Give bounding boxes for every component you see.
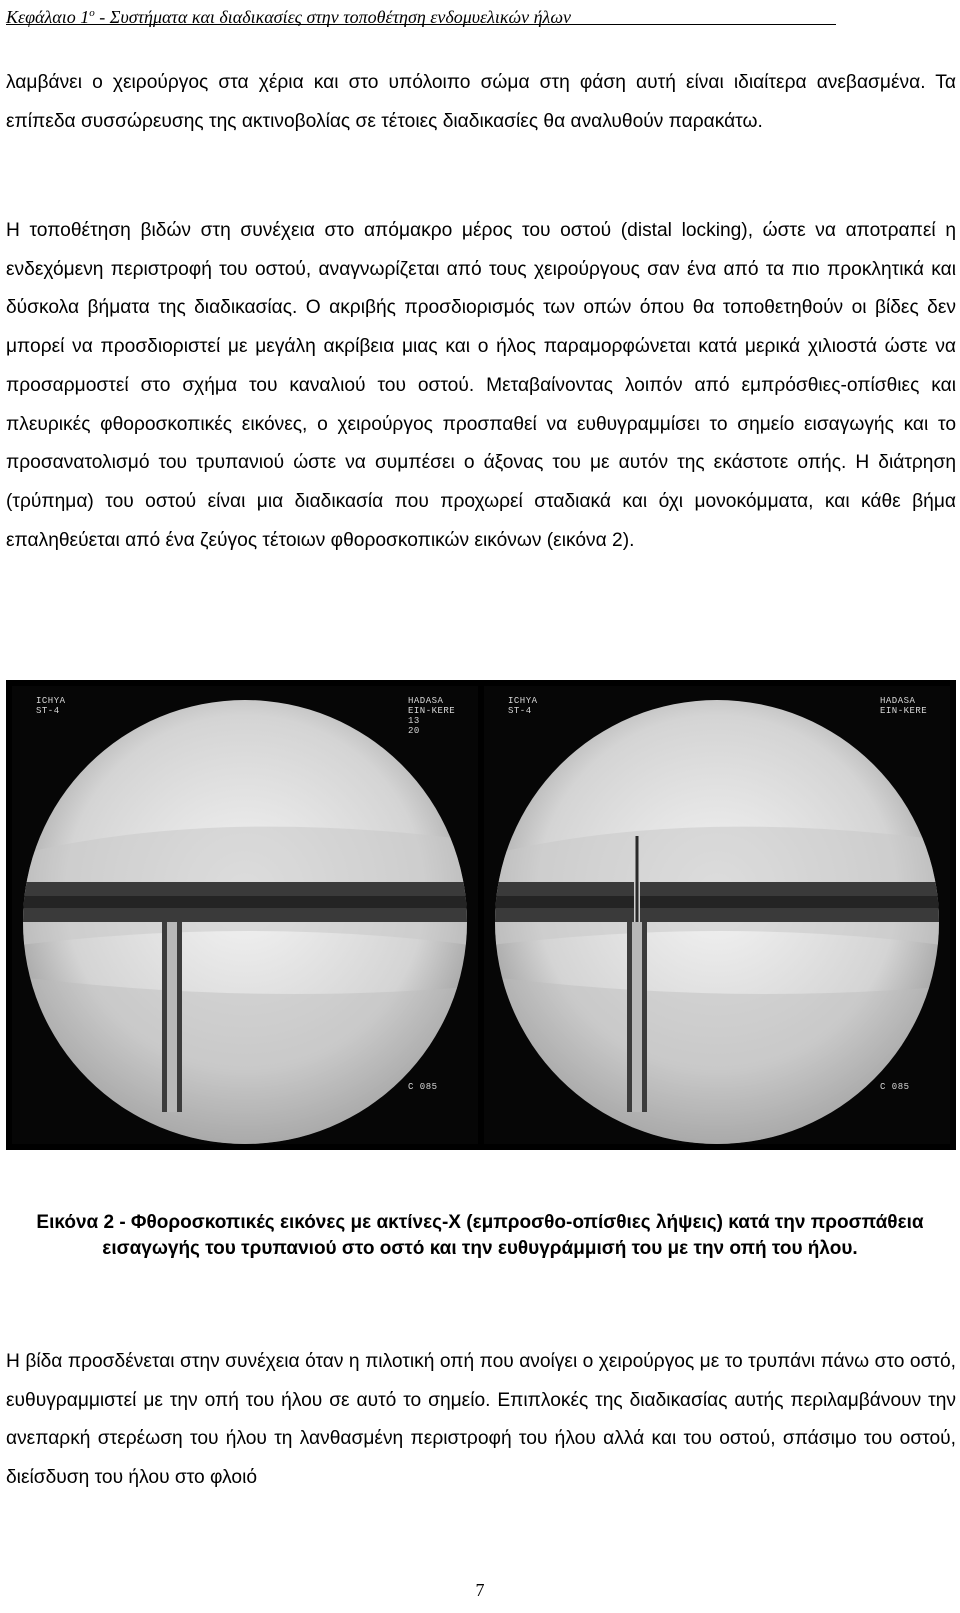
- chapter-header-pre: Κεφάλαιο 1: [6, 7, 90, 27]
- xray-image-right: [484, 686, 950, 1144]
- page-number: 7: [475, 1580, 485, 1600]
- xray-left-label-bottom-right: C 085: [408, 1082, 438, 1092]
- xray-image-left: [12, 686, 478, 1144]
- chapter-header: [6, 2, 836, 25]
- body-paragraph-2: Η τοποθέτηση βιδών στη συνέχεια στο απόμακρο μέρος του οστού (distal locking), ώστε να αποτραπεί η ενδεχόμενη περιστροφή του οστού, αναγνωρίζεται από τους χειρούργους σαν ένα από τα πιο προκλητικά και δύσκολα βήματα της διαδικασίας. Ο ακριβής προσδιορισμός των οπών όπου θα τοποθετηθούν οι βίδες δεν μπορεί να προσδιοριστεί με μεγάλη ακρίβεια μιας και ο ήλος παραμορφώνεται κατά μερικά χιλιοστά ώστε να προσαρμοστεί στο σχήμα του καναλιού του οστού. Μεταβαίνοντας λοιπόν από εμπρόσθιες-οπίσθιες και πλευρικές φθοροσκοπικές εικόνες, ο χειρούργος προσπαθεί να ευθυγραμμίσει το σημείο εισαγωγής και το προσανατολισμό του τρυπανιού ώστε να συμπέσει ο άξονας του με αυτόν της εκάστοτε οπής. Η διάτρηση (τρύπημα) του οστού είναι μια διαδικασία που προχωρεί σταδιακά και όχι μονοκόμματα, και κάθε βήμα επαληθεύεται από ένα ζεύγος τέτοιων φθοροσκοπικών εικόνων (εικόνα 2).: [6, 220, 956, 551]
- body-paragraph-1: λαμβάνει ο χειρούργος στα χέρια και στο υπόλοιπο σώμα στη φάση αυτή είναι ιδιαίτερα ανεβασμένα. Τα επίπεδα συσσώρευσης της ακτινοβολίας σε τέτοιες διαδικασίες θα αναλυθούν παρακάτω.: [6, 72, 956, 132]
- xray-right-label-top-right: HADASA EIN-KERE: [880, 696, 928, 716]
- body-paragraph-3: Η βίδα προσδένεται στην συνέχεια όταν η πιλοτική οπή που ανοίγει ο χειρούργος με το τρυπάνι πάνω στο οστό, ευθυγραμμιστεί με την οπή του ήλου σε αυτό το σημείο. Επιπλοκές της διαδικασίας αυτής περιλαμβάνουν την ανεπαρκή στερέωση του ήλου τη λανθασμένη περιστροφή του ήλου αλλά και του οστού, σπάσιμο του οστού, διείσδυση του ήλου στο φλοιό: [6, 1351, 956, 1489]
- xray-right-label-top-left: ICHYA ST-4: [508, 696, 538, 716]
- chapter-header-post: - Συστήματα και διαδικασίες στην τοποθέτηση ενδομυελικών ήλων: [94, 7, 572, 27]
- xray-left-label-top-left: ICHYA ST-4: [36, 696, 66, 716]
- xray-right-label-bottom-right: C 085: [880, 1082, 910, 1092]
- fluoroscopy-figure: [6, 680, 956, 1150]
- figure-caption: Εικόνα 2 - Φθοροσκοπικές εικόνες με ακτίνες-Χ (εμπροσθο-οπίσθιες λήψεις) κατά την προσπάθεια εισαγωγής του τρυπανιού στο οστό και την ευθυγράμμισή του με την οπή του ήλου.: [36, 1212, 924, 1259]
- xray-left-label-top-right: HADASA EIN-KERE 13 20: [408, 696, 456, 736]
- chapter-header-sup: ο: [89, 7, 95, 19]
